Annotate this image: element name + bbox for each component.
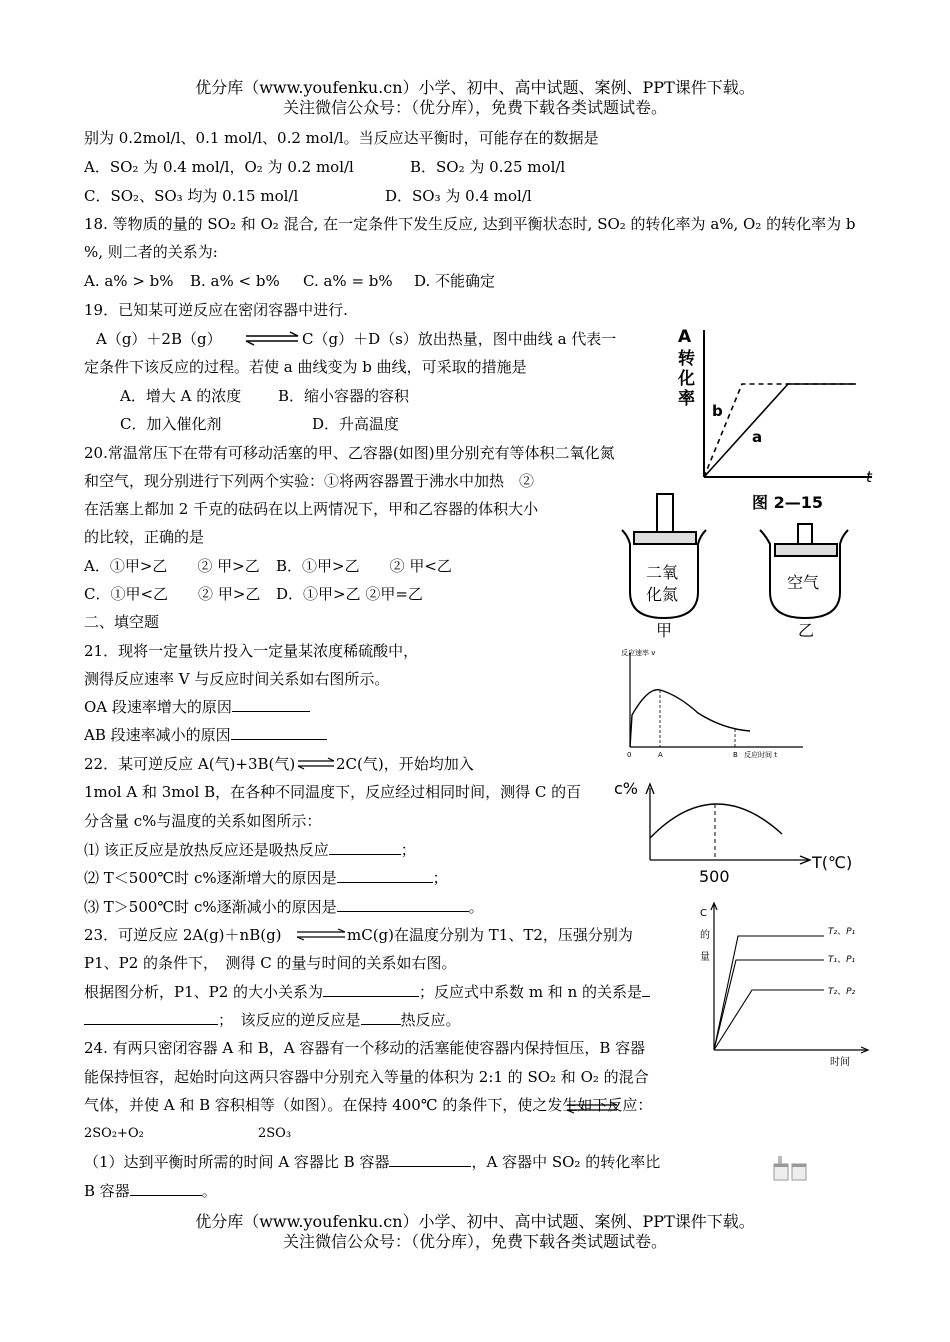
c-percent-temperature-chart: [612, 778, 867, 886]
c-amount-y-label-2: 的: [700, 930, 710, 941]
curve-a: [704, 384, 856, 477]
curve-b-label: b: [712, 402, 723, 420]
q21-stem-1: 21．现将一定量铁片投入一定量某浓度稀硫酸中，: [84, 642, 419, 660]
rate-curve: [630, 690, 750, 747]
q24-time-answer-blank[interactable]: [389, 1152, 471, 1167]
q23-stem-2: P1、P2 的条件下， 测得 C 的量与时间的关系如右图。: [84, 954, 457, 972]
q22-sub-2: ⑵ T＜500℃时 c%逐渐增大的原因是 ；: [84, 869, 448, 887]
rate-y-label: 反应速率 v: [621, 649, 656, 657]
equilibrium-arrow-icon: [566, 1098, 618, 1116]
footer-line-1: 优分库（www.youfenku.cn）小学、初中、高中试题、案例、PPT课件下载。: [195, 1212, 755, 1231]
curve-t2-p1: [714, 936, 824, 1050]
equilibrium-arrow-icon: [297, 756, 335, 772]
curve-t2-p1-label: T₂、P₁: [828, 927, 856, 937]
q19-option-c: C．加入催化剂: [120, 415, 222, 433]
q22-sub1-answer-blank[interactable]: [329, 840, 401, 855]
gas-label-no2-2: 化氮: [646, 585, 679, 604]
q24-sub-1b: B 容器 。: [84, 1182, 217, 1200]
q17-option-d: D．SO₃ 为 0.4 mol/l: [385, 187, 532, 205]
container-jia: [622, 494, 706, 640]
q21-oa-answer-blank[interactable]: [232, 697, 310, 712]
q19-equation-left: A（g）＋2B（g）: [96, 330, 222, 348]
gas-label-no2-1: 二氧: [646, 563, 679, 582]
q19-equation-right: C（g）＋D（s）放出热量，图中曲线 a 代表一: [302, 330, 617, 348]
q23-stem-4: ； 该反应的逆反应是 热反应。: [84, 1010, 461, 1030]
q23-stem-3: 根据图分析，P1、P2 的大小关系为 ；反应式中系数 m 和 n 的关系是: [84, 982, 650, 1002]
curve-t2-p2: [714, 990, 824, 1050]
q21-oa-question: OA 段速率增大的原因: [84, 697, 310, 717]
q18-stem-2: %, 则二者的关系为:: [84, 243, 218, 261]
figure-caption: 图 2—15: [752, 493, 823, 512]
q20-stem-4: 的比较，正确的是: [84, 528, 205, 546]
q23-heat-answer-blank[interactable]: [361, 1010, 401, 1025]
c-amount-time-chart: [692, 898, 872, 1070]
q23-mn-answer-blank[interactable]: [84, 1010, 218, 1025]
q18-option-d: D. 不能确定: [414, 272, 496, 290]
q24-stem-1: 24. 有两只密闭容器 A 和 B，A 容器有一个移动的活塞能使容器内保持恒压，B 容器: [84, 1039, 646, 1057]
curve-t2-p2-label: T₂、P₂: [828, 987, 856, 997]
q20-option-d: D．①甲>乙 ②甲=乙: [276, 585, 423, 603]
container-label-yi: 乙: [798, 621, 815, 640]
q23-p-answer-blank[interactable]: [323, 982, 419, 997]
y-axis-label-a: A: [678, 327, 692, 347]
q22-stem-3: 分含量 c%与温度的关系如图所示：: [84, 812, 322, 830]
q23-equation-left: 23．可逆反应 2A(g)＋nB(g): [84, 926, 282, 944]
q20-option-c: C．①甲<乙 ② 甲>乙: [84, 585, 261, 603]
q22-stem-2: 1mol A 和 3mol B，在各种不同温度下，反应经过相同时间，测得 C 的百: [84, 783, 582, 801]
container-label-jia: 甲: [656, 621, 673, 640]
rate-point-a-label: A: [658, 751, 663, 759]
y-axis-label-1: 转: [678, 349, 695, 369]
q20-stem-3: 在活塞上都加 2 千克的砝码在以上两情况下，甲和乙容器的体积大小: [84, 500, 539, 518]
q22-equation-left: 22．某可逆反应 A(气)+3B(气): [84, 755, 296, 773]
q23-mn-answer-blank-start[interactable]: [642, 982, 650, 997]
tick-500: 500: [699, 867, 730, 886]
q22-equation-right: 2C(气)，开始均加入: [336, 755, 474, 773]
c-amount-y-label-3: 量: [700, 952, 710, 963]
c-amount-y-label-1: C: [700, 908, 707, 919]
q20-option-a: A．①甲>乙 ② 甲>乙: [84, 557, 260, 575]
q18-option-a: A. a% > b%: [84, 272, 174, 290]
rate-origin-label: 0: [627, 751, 632, 759]
q24-conversion-answer-blank[interactable]: [130, 1181, 202, 1196]
c-percent-y-label: c%: [614, 779, 638, 798]
q22-sub-1: ⑴ 该正反应是放热反应还是吸热反应 ；: [84, 841, 416, 859]
q22-sub3-answer-blank[interactable]: [337, 897, 469, 912]
q18-stem-1: 18. 等物质的量的 SO₂ 和 O₂ 混合, 在一定条件下发生反应, 达到平衡状态时, SO₂ 的转化率为 a%, O₂ 的转化率为 b: [84, 215, 856, 233]
q21-stem-2: 测得反应速率 V 与反应时间关系如右图所示。: [84, 670, 390, 688]
footer-line-2: 关注微信公众号：（优分库），免费下载各类试题试卷。: [282, 1232, 667, 1251]
curve-a-label: a: [752, 428, 763, 446]
q17-stem: 别为 0.2mol/l、0.1 mol/l、0.2 mol/l。当反应达平衡时，可能存在的数据是: [84, 129, 599, 147]
q19-stem-1: 19．已知某可逆反应在密闭容器中进行.: [84, 301, 348, 319]
curve-t1-p1-label: T₁、P₁: [828, 955, 856, 965]
gas-label-air: 空气: [787, 573, 820, 592]
x-axis-label: t: [866, 468, 872, 486]
q22-sub2-answer-blank[interactable]: [337, 868, 433, 883]
equilibrium-arrow-icon: [296, 927, 346, 943]
rate-x-label: 反应时间 t: [744, 751, 777, 759]
q20-stem-1: 20.常温常压下在带有可移动活塞的甲、乙容器(如图)里分别充有等体积二氧化氮: [84, 444, 615, 462]
y-axis-label-3: 率: [678, 389, 695, 409]
q21-ab-answer-blank[interactable]: [231, 725, 327, 740]
q21-ab-question: AB 段速率减小的原因: [84, 725, 327, 745]
section-title-fill-in: 二、填空题: [84, 613, 160, 631]
q19-option-a: A．增大 A 的浓度: [120, 387, 242, 405]
y-axis-label-2: 化: [678, 369, 695, 389]
q19-stem-3: 定条件下该反应的过程。若使 a 曲线变为 b 曲线，可采取的措施是: [84, 358, 527, 376]
q20-option-b: B．①甲>乙 ② 甲<乙: [276, 557, 452, 575]
time-x-label: 时间: [830, 1057, 850, 1068]
q18-option-b: B. a% < b%: [190, 272, 280, 290]
piston-containers-figure: [612, 492, 862, 642]
q24-sub-1a: （1）达到平衡时所需的时间 A 容器比 B 容器 ，A 容器中 SO₂ 的转化率比: [84, 1153, 661, 1171]
c-percent-curve: [650, 804, 782, 838]
reaction-rate-chart: [618, 645, 808, 763]
q23-equation-right: mC(g)在温度分别为 T1、T2，压强分别为: [347, 926, 633, 944]
q18-option-c: C. a% = b%: [303, 272, 393, 290]
q19-option-b: B．缩小容器的容积: [278, 387, 410, 405]
header-line-1: 优分库（www.youfenku.cn）小学、初中、高中试题、案例、PPT课件下载。: [195, 78, 755, 97]
containers-ab-thumbnail: [772, 1154, 808, 1184]
header-line-2: 关注微信公众号：（优分库），免费下载各类试题试卷。: [282, 98, 667, 117]
q24-stem-3: 气体，并使 A 和 B 容积相等（如图）。在保持 400℃ 的条件下，使之发生如下反应：: [84, 1096, 653, 1114]
q22-sub-3: ⑶ T＞500℃时 c%逐渐减小的原因是 。: [84, 898, 484, 916]
q24-equation-left: 2SO₂+O₂: [84, 1126, 144, 1141]
rate-point-b-label: B: [733, 751, 738, 759]
q19-option-d: D．升高温度: [312, 415, 400, 433]
equilibrium-arrow-icon: [244, 329, 300, 349]
q20-stem-2: 和空气，现分别进行下列两个实验：①将两容器置于沸水中加热 ②: [84, 472, 535, 490]
q17-option-b: B．SO₂ 为 0.25 mol/l: [410, 158, 566, 176]
temperature-x-label: T(℃): [812, 853, 853, 872]
conversion-rate-chart: [672, 322, 882, 517]
q24-stem-2: 能保持恒容，起始时向这两只容器中分别充入等量的体积为 2:1 的 SO₂ 和 O₂ 的混合: [84, 1068, 649, 1086]
q24-equation-right: 2SO₃: [258, 1126, 292, 1141]
q17-option-a: A．SO₂ 为 0.4 mol/l，O₂ 为 0.2 mol/l: [84, 158, 354, 176]
curve-b: [704, 384, 856, 477]
container-yi: [760, 524, 848, 640]
q17-option-c: C．SO₂、SO₃ 均为 0.15 mol/l: [84, 187, 299, 205]
